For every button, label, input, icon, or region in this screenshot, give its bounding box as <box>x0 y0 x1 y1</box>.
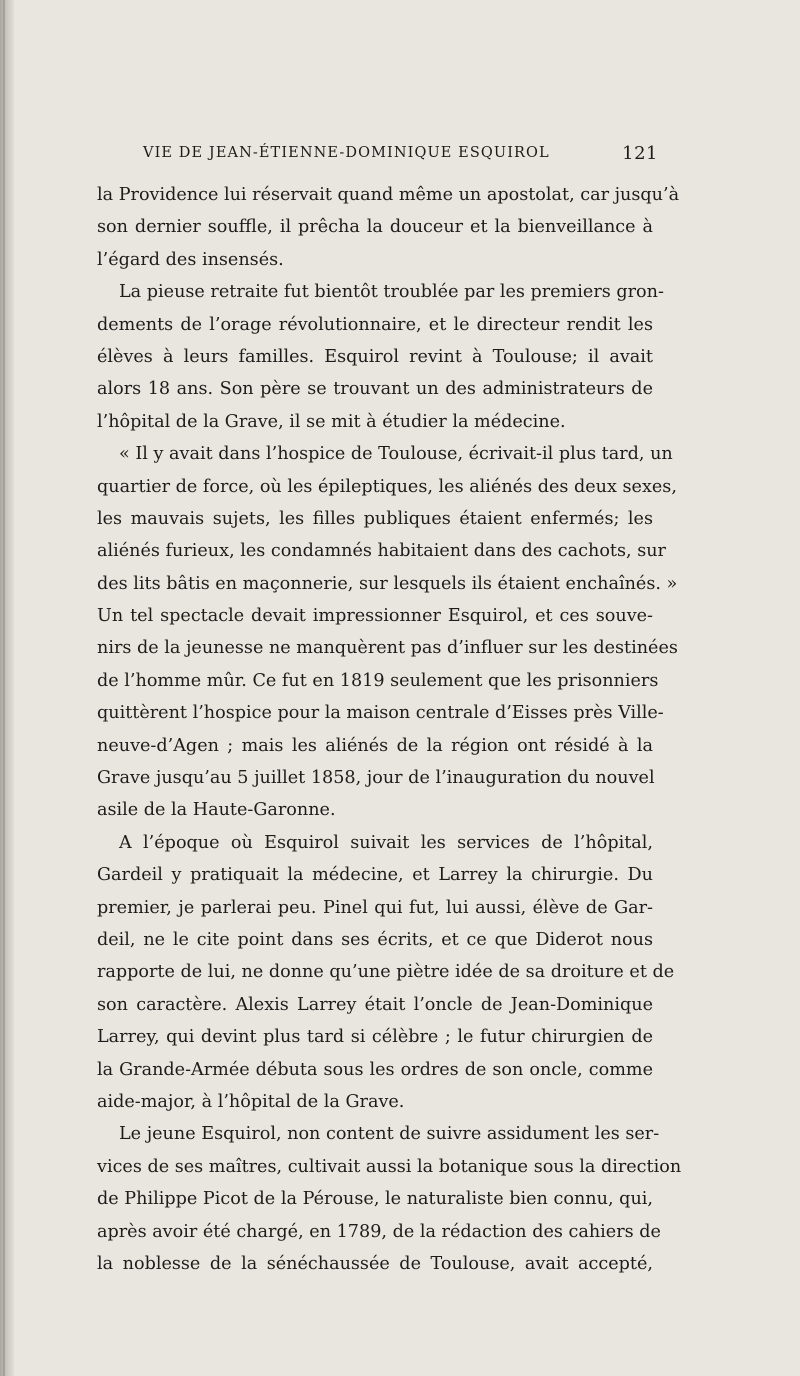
text-line: A l’époque où Esquirol suivait les services de l’hôpital, <box>119 832 653 853</box>
text-line: quartier de force, où les épileptiques, les aliénés des deux sexes, <box>97 476 677 497</box>
body-text <box>97 179 682 1280</box>
text-line: Grave jusqu’au 5 juillet 1858, jour de l’inauguration du nouvel <box>97 768 655 789</box>
text-line: la Providence lui réservait quand même un apostolat, car jusqu’à <box>97 185 680 205</box>
text-line: l’égard des insensés. <box>97 249 284 270</box>
text-line: Gardeil y pratiquait la médecine, et Larrey la chirurgie. Du <box>97 865 653 886</box>
running-title: VIE DE JEAN-ÉTIENNE-DOMINIQUE ESQUIROL <box>143 145 550 161</box>
text-line: vices de ses maîtres, cultivait aussi la botanique sous la direction <box>97 1156 682 1177</box>
text-line: la Grande-Armée débuta sous les ordres de son oncle, comme <box>97 1059 653 1080</box>
page-edge-line <box>3 0 5 1376</box>
text-line: l’hôpital de la Grave, il se mit à étudier la médecine. <box>97 411 566 432</box>
text-line: son dernier souffle, il prêcha la douceur et la bienveillance à <box>97 217 653 238</box>
text-line: la noblesse de la sénéchaussée de Toulouse, avait accepté, <box>97 1253 653 1274</box>
text-line: Le jeune Esquirol, non content de suivre assidument les ser- <box>119 1124 660 1145</box>
text-line: premier, je parlerai peu. Pinel qui fut, lui aussi, élève de Gar- <box>97 897 653 918</box>
text-line: les mauvais sujets, les filles publiques étaient enfermés; les <box>97 508 653 529</box>
text-line: élèves à leurs familles. Esquirol revint à Toulouse; il avait <box>97 346 653 367</box>
text-line: deil, ne le cite point dans ses écrits, et ce que Diderot nous <box>97 929 653 950</box>
text-line: quittèrent l’hospice pour la maison centrale d’Eisses près Ville- <box>97 703 664 724</box>
text-line: après avoir été chargé, en 1789, de la rédaction des cahiers de <box>97 1221 661 1242</box>
text-line: neuve-d’Agen ; mais les aliénés de la région ont résidé à la <box>97 735 653 756</box>
text-line: alors 18 ans. Son père se trouvant un des administrateurs de <box>97 379 653 400</box>
text-line: dements de l’orage révolutionnaire, et le directeur rendit les <box>97 314 653 335</box>
text-line: « Il y avait dans l’hospice de Toulouse, écrivait-il plus tard, un <box>119 444 673 465</box>
text-line: de Philippe Picot de la Pérouse, le naturaliste bien connu, qui, <box>97 1189 653 1210</box>
text-line: asile de la Haute-Garonne. <box>97 800 336 821</box>
text-line: des lits bâtis en maçonnerie, sur lesquels ils étaient enchaînés. » <box>97 573 678 594</box>
text-line: Larrey, qui devint plus tard si célèbre ; le futur chirurgien de <box>97 1027 653 1048</box>
text-line: La pieuse retraite fut bientôt troublée par les premiers gron- <box>119 282 664 303</box>
text-line: aliénés furieux, les condamnés habitaient dans des cachots, sur <box>97 541 666 562</box>
page-number: 121 <box>622 143 658 164</box>
text-line: aide-major, à l’hôpital de la Grave. <box>97 1091 405 1112</box>
text-line: nirs de la jeunesse ne manquèrent pas d’influer sur les destinées <box>97 638 678 659</box>
text-line: de l’homme mûr. Ce fut en 1819 seulement que les prisonniers <box>97 670 659 691</box>
page-header <box>143 145 658 169</box>
text-line: Un tel spectacle devait impressionner Esquirol, et ces souve- <box>97 606 653 627</box>
text-line: rapporte de lui, ne donne qu’une piètre idée de sa droiture et de <box>97 962 675 983</box>
text-line: son caractère. Alexis Larrey était l’oncle de Jean-Dominique <box>97 994 653 1015</box>
